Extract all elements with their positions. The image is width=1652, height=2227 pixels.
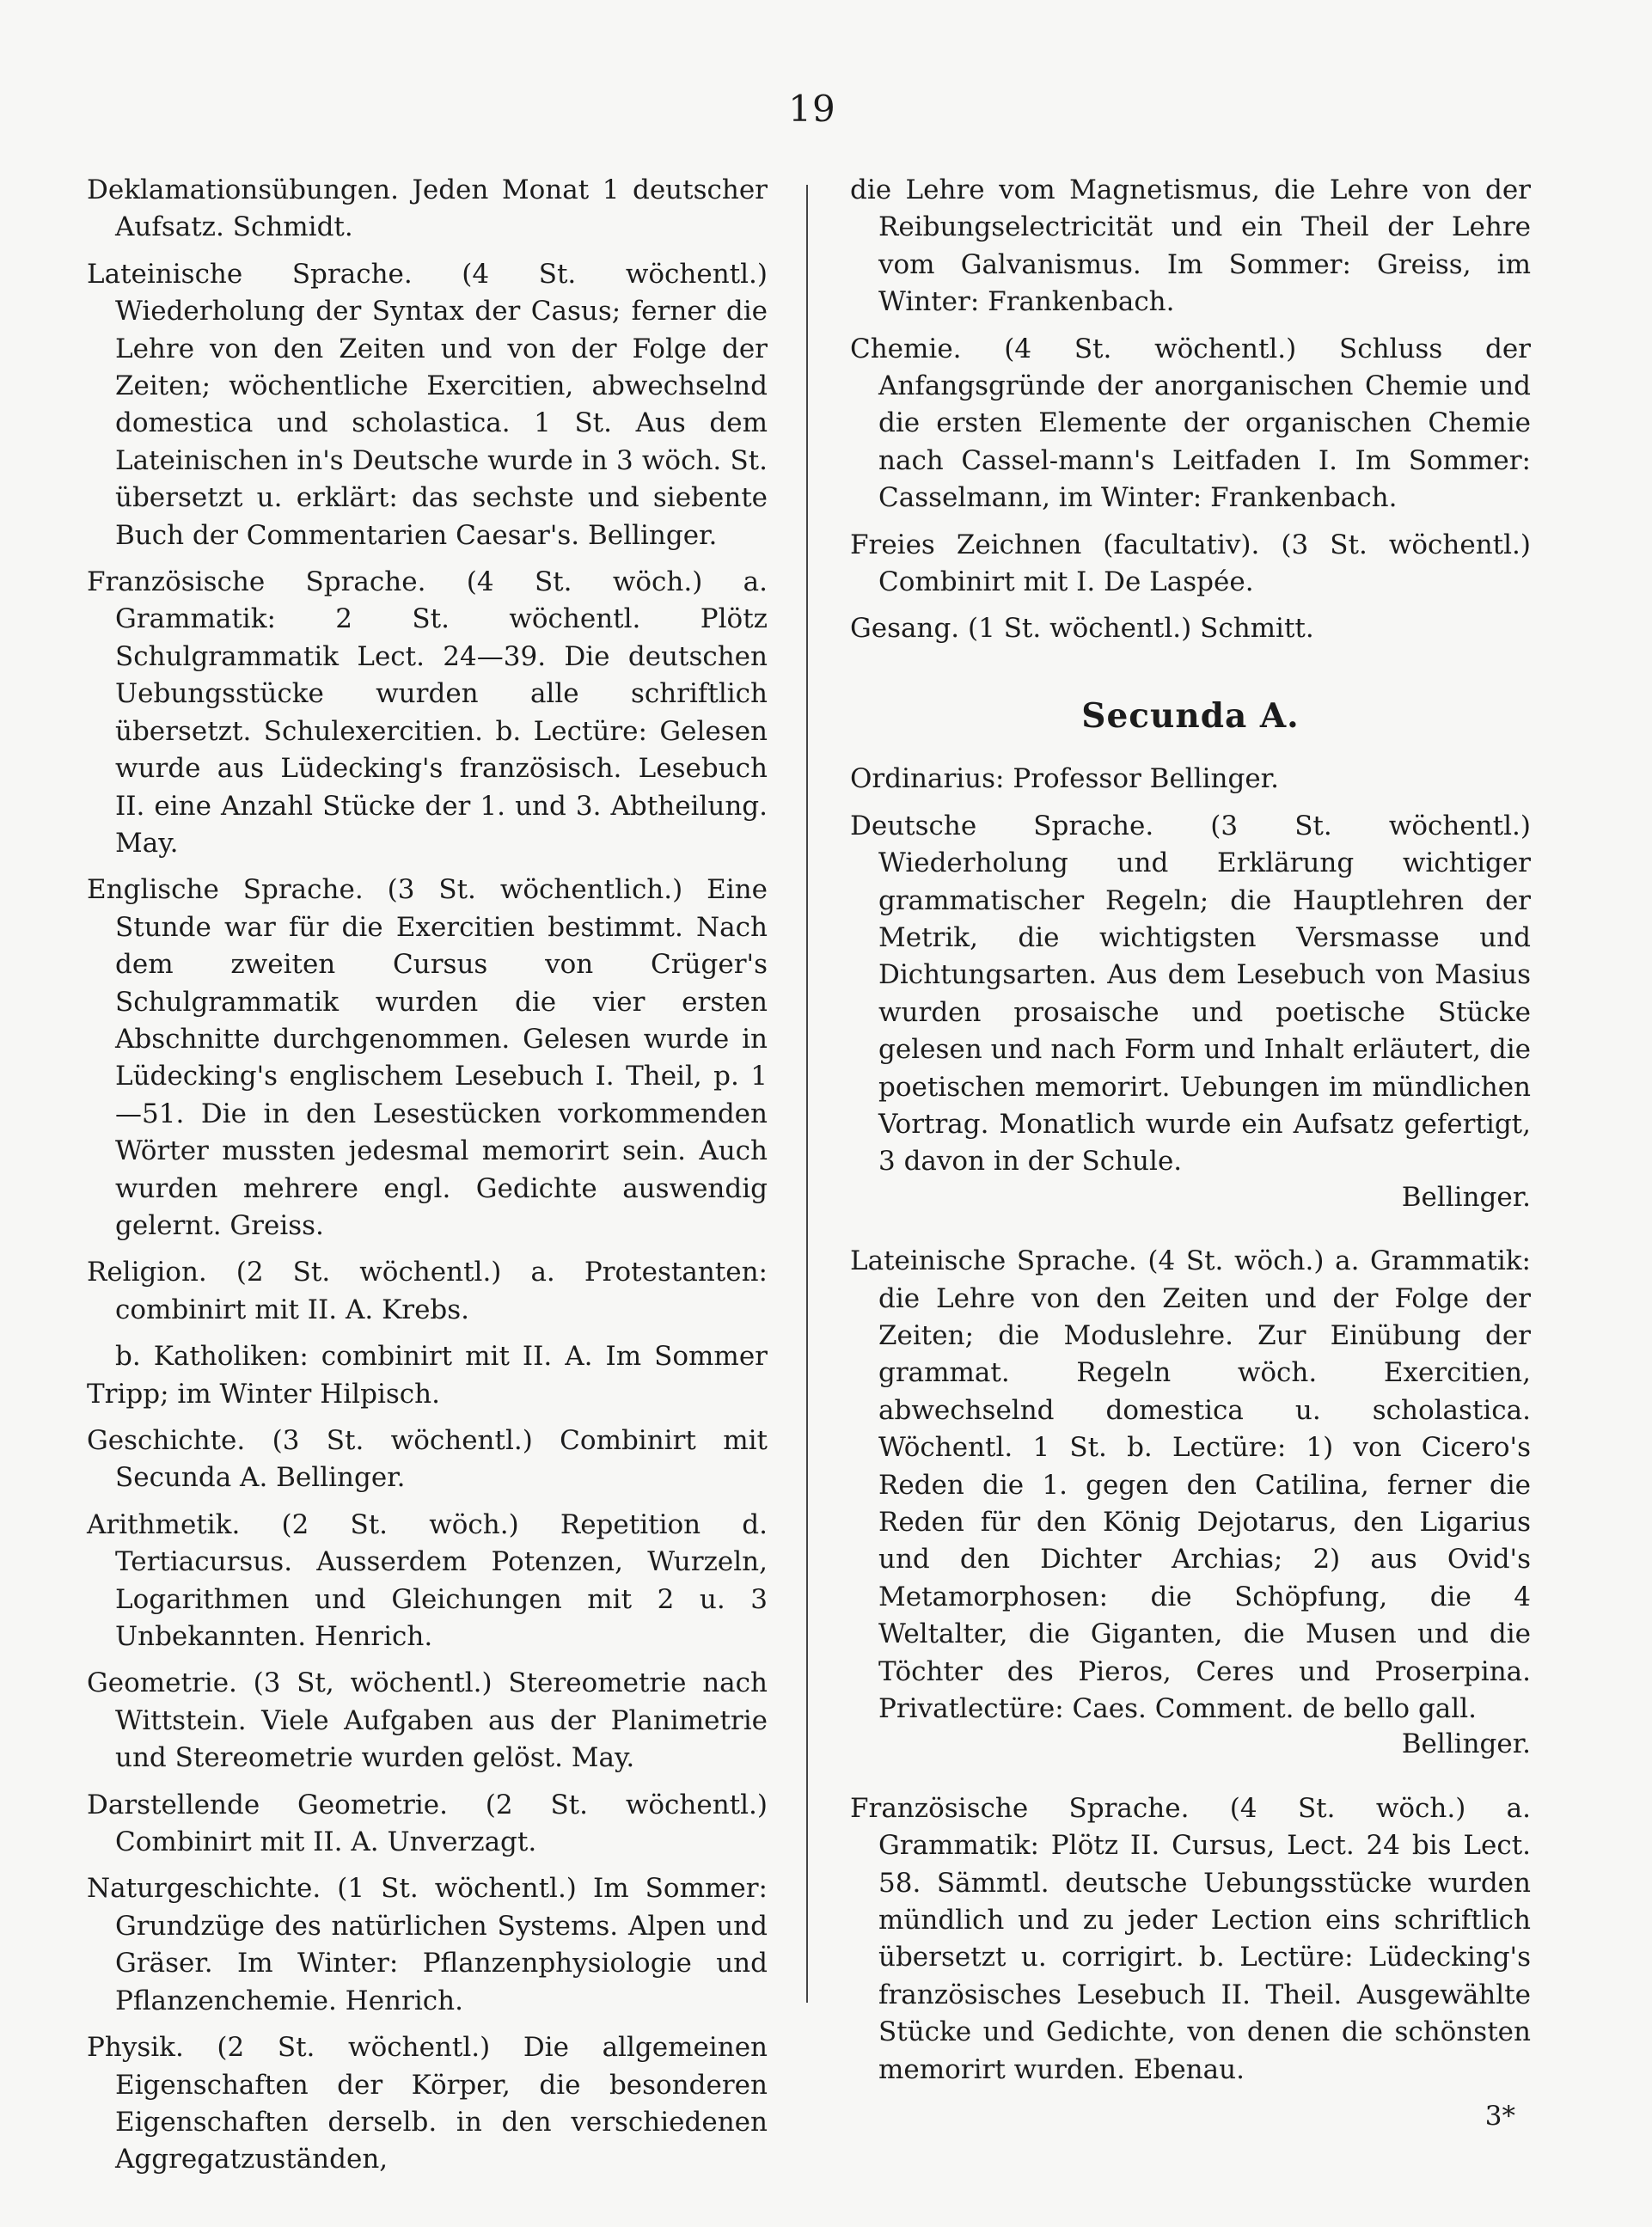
paragraph-latin-secunda: Lateinische Sprache. (4 St. wöch.) a. Grammatik: die Lehre von den Zeiten und der Folge der Zeiten; die Moduslehre. Zur Einübung der grammat. Regeln wöch. Exercitien, abwechselnd domestica u. scholastica. Wöchentl. 1 St. b. Lectüre: 1) von Cicero's Reden die 1. gegen den Catilina, ferner die Reden für den König Dejotarus, den Ligarius und den Dichter Archias; 2) aus Ovid's Metamorphosen: die Schöpfung, die 4 Weltalter, die Giganten, die Musen und die Töchter des Pieros, Ceres und Proserpina. Privatlectüre: Caes. Comment. de bello gall. <box>850 1245 1531 1725</box>
paragraph-french-secunda: Französische Sprache. (4 St. wöch.) a. Grammatik: Plötz II. Cursus, Lect. 24 bis Lect. 58. Sämmtl. deutsche Uebungsstücke wurden mündlich und zu jeder Lection eins schriftlich übersetzt u. corrigirt. b. Lectüre: Lüdecking's französisches Lesebuch II. Theil. Ausgewählte Stücke und Gedichte, von denen die schönsten memorirt wurden. Ebenau. <box>850 1792 1531 2085</box>
paragraph-ordinarius: Ordinarius: Professor Bellinger. <box>850 763 1279 795</box>
paragraph-religion-catholic: b. Katholiken: combinirt mit II. A. Im Sommer Tripp; im Winter Hilpisch. <box>87 1341 768 1410</box>
paragraph-descriptive-geometry: Darstellende Geometrie. (2 St. wöchentl.) Combinirt mit II. A. Unverzagt. <box>87 1789 768 1858</box>
right-column <box>850 172 1531 2136</box>
page-number: 19 <box>788 88 836 130</box>
paragraph-physics-continued: die Lehre vom Magnetismus, die Lehre von der Reibungselectricität und ein Theil der Lehre vom Galvanismus. Im Sommer: Greiss, im Winter: Frankenbach. <box>850 174 1531 318</box>
signature-mark: 3* <box>1484 2101 1515 2132</box>
paragraph-english: Englische Sprache. (3 St. wöchentlich.) Eine Stunde war für die Exercitien bestimmt. Nach dem zweiten Cursus von Crüger's Schulgrammatik wurden die vier ersten Abschnitte durchgenommen. Gelesen wurde in Lüdecking's englischem Lesebuch I. Theil, p. 1—51. Die in den Lesestücken vorkommenden Wörter mussten jedesmal memorirt sein. Auch wurden mehrere engl. Gedichte auswendig gelernt. Greiss. <box>87 874 768 1241</box>
paragraph-natural-history: Naturgeschichte. (1 St. wöchentl.) Im Sommer: Grundzüge des natürlichen Systems. Alpen und Gräser. Im Winter: Pflanzenphysiologie und Pflanzenchemie. Henrich. <box>87 1873 768 2016</box>
paragraph-french: Französische Sprache. (4 St. wöch.) a. Grammatik: 2 St. wöchentl. Plötz Schulgrammatik Lect. 24—39. Die deutschen Uebungsstücke wurden alle schriftlich übersetzt. Schulexercitien. b. Lectüre: Gelesen wurde aus Lüdecking's französisch. Lesebuch II. eine Anzahl Stücke der 1. und 3. Abtheilung. May. <box>87 566 768 859</box>
column-divider <box>806 185 808 2003</box>
paragraph-latin: Lateinische Sprache. (4 St. wöchentl.) Wiederholung der Syntax der Casus; ferner die Lehre von den Zeiten und von der Folge der Zeiten; wöchentliche Exercitien, abwechselnd domestica und scholastica. 1 St. Aus dem Lateinischen in's Deutsche wurde in 3 wöch. St. übersetzt u. erklärt: das sechste und siebente Buch der Commentarien Caesar's. Bellinger. <box>87 258 768 551</box>
signature-bellinger: Bellinger. <box>1401 1728 1531 1760</box>
left-column <box>87 172 768 2188</box>
paragraph-physics: Physik. (2 St. wöchentl.) Die allgemeinen Eigenschaften der Körper, die besonderen Eigenschaften derselb. in den verschiedenen Aggregatzuständen, <box>87 2032 768 2175</box>
paragraph-drawing: Freies Zeichnen (facultativ). (3 St. wöchentl.) Combinirt mit I. De Laspée. <box>850 529 1531 598</box>
paragraph-history: Geschichte. (3 St. wöchentl.) Combinirt mit Secunda A. Bellinger. <box>87 1425 768 1494</box>
paragraph-chemistry: Chemie. (4 St. wöchentl.) Schluss der Anfangsgründe der anorganischen Chemie und die ersten Elemente der organischen Chemie nach Cassel-mann's Leitfaden I. Im Sommer: Casselmann, im Winter: Frankenbach. <box>850 333 1531 514</box>
paragraph-religion-protestant: Religion. (2 St. wöchentl.) a. Protestanten: combinirt mit II. A. Krebs. <box>87 1257 768 1325</box>
signature-bellinger: Bellinger. <box>1401 1181 1531 1213</box>
paragraph-german: Deutsche Sprache. (3 St. wöchentl.) Wiederholung und Erklärung wichtiger grammatischer Regeln; die Hauptlehren der Metrik, die wichtigsten Versmasse und Dichtungsarten. Aus dem Lesebuch von Masius wurden prosaische und poetische Stücke gelesen und nach Form und Inhalt erläutert, die poetischen memorirt. Uebungen im mündlichen Vortrag. Monatlich wurde ein Aufsatz gefertigt, 3 davon in der Schule. <box>850 810 1531 1178</box>
paragraph-arithmetic: Arithmetik. (2 St. wöch.) Repetition d. Tertiacursus. Ausserdem Potenzen, Wurzeln, Logarithmen und Gleichungen mit 2 u. 3 Unbekannten. Henrich. <box>87 1508 768 1653</box>
paragraph-singing: Gesang. (1 St. wöchentl.) Schmitt. <box>850 613 1314 645</box>
paragraph-deklamation: Deklamationsübungen. Jeden Monat 1 deutscher Aufsatz. Schmidt. <box>87 174 768 243</box>
paragraph-geometry: Geometrie. (3 St, wöchentl.) Stereometrie nach Wittstein. Viele Aufgaben aus der Planimetrie und Stereometrie wurden gelöst. May. <box>87 1667 768 1774</box>
section-title-secunda-a: Secunda A. <box>1081 695 1300 736</box>
